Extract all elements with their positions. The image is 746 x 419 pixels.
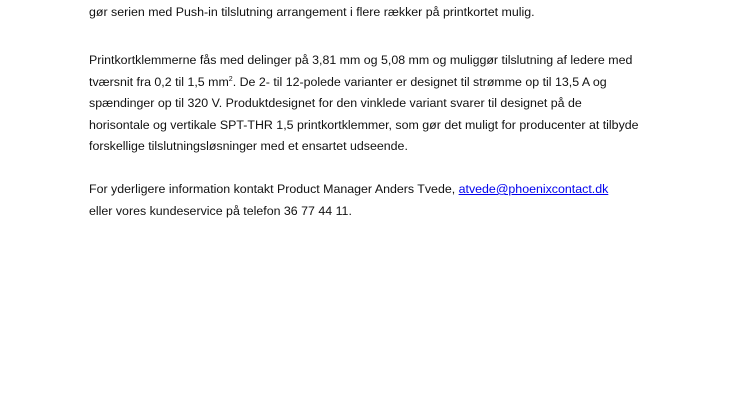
paragraph-2-line-5: forskellige tilslutningsløsninger med et ensartet udseende. [89,139,408,153]
paragraph-3-line-1 [89,179,689,201]
paragraph-2-line-2-text-b: . De 2- til 12-polede varianter er designet til strømme op til 13,5 A og [232,74,607,89]
paragraph-2 [89,50,689,158]
paragraph-2-line-2 [89,72,689,94]
contact-text: For yderligere information kontakt Product Manager Anders Tvede, [89,182,459,196]
paragraph-2-line-3: spændinger op til 320 V. Produktdesignet for den vinklede variant svarer til designet på de [89,96,582,110]
paragraph-1-line-2: gør serien med Push-in tilslutning arrangement i flere rækker på printkortet mulig. [89,5,535,19]
paragraph-2-line-2-text-a: tværsnit fra 0,2 til 1,5 mm [89,74,229,89]
paragraph-2-line-4: horisontale og vertikale SPT-THR 1,5 printkortklemmer, som gør det muligt for producenter at tilbyde [89,117,639,132]
paragraph-3-line-2: eller vores kundeservice på telefon 36 77 44 11. [89,203,352,218]
email-link[interactable]: atvede@phoenixcontact.dk [458,182,609,196]
superscript-squared: 2 [228,75,233,83]
paragraph-2-line-1: Printkortklemmerne fås med delinger på 3,81 mm og 5,08 mm og muliggør tilslutning af ledere med [89,53,633,67]
paragraph-3 [89,179,689,222]
paragraph-1 [89,0,689,24]
